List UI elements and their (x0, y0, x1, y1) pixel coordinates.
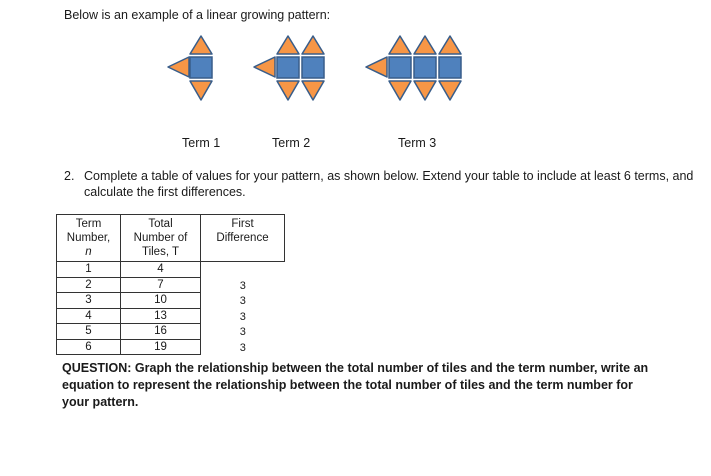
down-triangle (190, 81, 212, 100)
table-of-values (56, 214, 285, 355)
down-triangle (302, 81, 324, 100)
up-triangle (439, 36, 461, 54)
left-triangle (254, 57, 275, 77)
table-row (57, 324, 285, 340)
cell-diff: 3 (239, 310, 246, 323)
cell-term: 3 (57, 293, 121, 309)
cell-diff (201, 262, 285, 278)
cell-term: 1 (57, 262, 121, 278)
square-tile (389, 57, 411, 78)
table-row (57, 277, 285, 293)
cell-total: 19 (121, 339, 201, 355)
up-triangle (302, 36, 324, 54)
cell-term: 2 (57, 277, 121, 293)
question-text: QUESTION: Graph the relationship between the total number of tiles and the term number, write an equation to represent the relationship between the total number of tiles and the term number for your pattern. (62, 361, 649, 409)
down-triangle (277, 81, 299, 100)
intro-text: Below is an example of a linear growing pattern: (64, 8, 331, 22)
term-2-label: Term 2 (272, 136, 311, 150)
cell-diff: 3 (239, 295, 246, 307)
down-triangle (439, 81, 461, 100)
square-tile (302, 57, 324, 78)
cell-term: 4 (57, 308, 121, 324)
up-triangle (389, 36, 411, 54)
cell-total: 13 (121, 308, 201, 324)
up-triangle (190, 36, 212, 54)
cell-total: 10 (121, 293, 201, 309)
down-triangle (414, 81, 436, 100)
header-total-tiles: Total Number of Tiles, T (121, 215, 201, 262)
up-triangle (414, 36, 436, 54)
up-triangle (277, 36, 299, 54)
cell-total: 4 (121, 262, 201, 278)
term-3-label: Term 3 (398, 136, 437, 150)
term-2-figure (254, 36, 324, 100)
cell-diff: 3 (239, 326, 246, 338)
question-text-block[interactable] (62, 360, 662, 411)
term-3-figure (366, 36, 461, 100)
down-triangle (389, 81, 411, 100)
cell-diff: 3 (239, 279, 246, 292)
table-row (57, 262, 285, 278)
term-1-label: Term 1 (182, 136, 221, 150)
square-tile (439, 57, 461, 78)
cell-term: 5 (57, 324, 121, 340)
header-term-number: Term Number, n (57, 215, 121, 262)
square-tile (414, 57, 436, 78)
table-header-row (57, 215, 285, 262)
table-row (57, 339, 285, 355)
left-triangle (366, 57, 387, 77)
question-2-number: 2. (64, 169, 75, 183)
table-row (57, 308, 285, 324)
term-1-figure (168, 36, 212, 100)
cell-total: 7 (121, 277, 201, 293)
square-tile (277, 57, 299, 78)
header-first-difference: First Difference (201, 215, 285, 262)
pattern-figures (0, 28, 711, 108)
cell-total: 16 (121, 324, 201, 340)
question-2-text: Complete a table of values for your pattern, as shown below. Extend your table to include at least 6 terms, and calculate the first differences. (84, 169, 694, 199)
cell-term: 6 (57, 339, 121, 355)
square-tile (190, 57, 212, 78)
table-row (57, 293, 285, 309)
cell-diff: 3 (239, 341, 246, 354)
left-triangle (168, 57, 189, 77)
